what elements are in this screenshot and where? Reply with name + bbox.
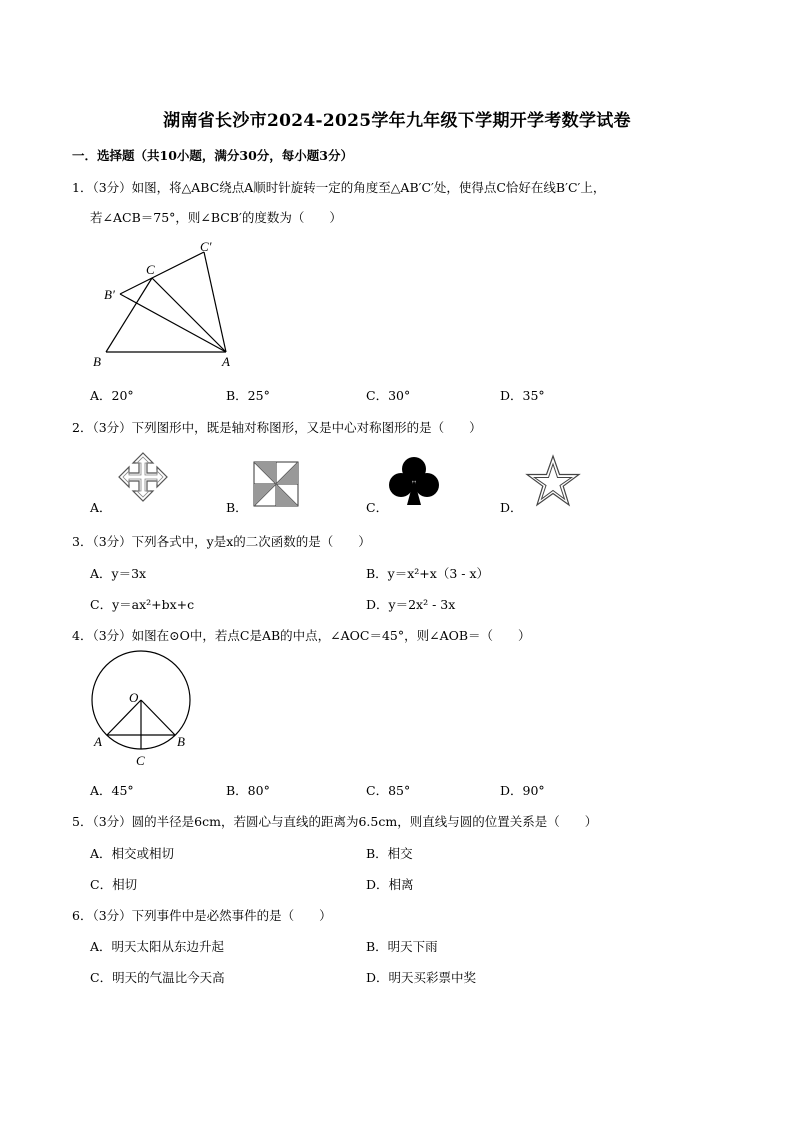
q4-option-b[interactable]: B．80° xyxy=(226,783,270,798)
q2-option-d[interactable]: D． xyxy=(500,500,523,515)
q2-pinwheel-figure xyxy=(250,458,302,510)
q6-option-b[interactable]: B．明天下雨 xyxy=(366,939,438,954)
q4-option-c[interactable]: C．85° xyxy=(366,783,411,798)
q1-option-a[interactable]: A．20° xyxy=(90,388,134,403)
q2-option-a[interactable]: A． xyxy=(90,500,112,515)
q2-star-figure xyxy=(525,454,581,510)
q2-option-b[interactable]: B． xyxy=(226,500,248,515)
label-c: C xyxy=(136,753,145,768)
q1-option-c[interactable]: C．30° xyxy=(366,388,411,403)
label-a: A xyxy=(222,354,230,369)
label-c-prime: C′ xyxy=(200,239,212,254)
q5-option-d[interactable]: D．相离 xyxy=(366,877,414,892)
q6-stem: 6．（3分）下列事件中是必然事件的是（ ） xyxy=(72,908,332,923)
page-title: 湖南省长沙市2024-2025学年九年级下学期开学考数学试卷 xyxy=(163,111,631,131)
label-b: B xyxy=(93,354,101,369)
q3-option-d[interactable]: D．y＝2x² - 3x xyxy=(366,597,456,612)
label-c: C xyxy=(146,262,155,277)
q4-option-a[interactable]: A．45° xyxy=(90,783,134,798)
section-heading: 一．选择题（共10小题，满分30分，每小题3分） xyxy=(72,148,353,163)
q6-option-a[interactable]: A．明天太阳从东边升起 xyxy=(90,939,225,954)
q5-option-a[interactable]: A．相交或相切 xyxy=(90,846,175,861)
seg-cprime-a xyxy=(204,252,226,352)
q3-stem: 3．（3分）下列各式中，y是x的二次函数的是（ ） xyxy=(72,534,371,549)
q1-stem-line1: 1．（3分）如图，将△ABC绕点A顺时针旋转一定的角度至△AB′C′处，使得点C恰好在线B′C′上， xyxy=(72,180,606,195)
q1-option-d[interactable]: D．35° xyxy=(500,388,545,403)
q5-option-b[interactable]: B．相交 xyxy=(366,846,413,861)
q5-option-c[interactable]: C．相切 xyxy=(90,877,138,892)
seg-bprime-a xyxy=(120,294,226,352)
q6-option-c[interactable]: C．明天的气温比今天高 xyxy=(90,970,225,985)
q3-option-b[interactable]: B．y＝x²+x（3 - x） xyxy=(366,566,490,581)
q4-option-d[interactable]: D．90° xyxy=(500,783,545,798)
q3-option-a[interactable]: A．y＝3x xyxy=(90,566,147,581)
label-b-prime: B′ xyxy=(104,287,115,302)
q4-circle-figure xyxy=(88,648,198,770)
seg-ca xyxy=(152,278,226,352)
q1-stem-line2: 若∠ACB＝75°，则∠BCB′的度数为（ ） xyxy=(90,210,342,225)
q1-triangle-figure xyxy=(88,236,248,372)
q4-stem: 4．（3分）如图在⊙O中，若点C是AB的中点，∠AOC＝45°，则∠AOB＝（ ） xyxy=(72,628,531,643)
q2-option-c[interactable]: C． xyxy=(366,500,389,515)
q1-option-b[interactable]: B．25° xyxy=(226,388,270,403)
label-o: O xyxy=(129,690,139,705)
label-a: A xyxy=(94,734,102,749)
q5-stem: 5．（3分）圆的半径是6cm，若圆心与直线的距离为6.5cm，则直线与圆的位置关系是（ ） xyxy=(72,814,598,829)
q6-option-d[interactable]: D．明天买彩票中奖 xyxy=(366,970,477,985)
q2-stem: 2．（3分）下列图形中，既是轴对称图形，又是中心对称图形的是（ ） xyxy=(72,420,482,435)
q2-club-figure xyxy=(389,455,439,511)
q3-option-c[interactable]: C．y＝ax²+bx+c xyxy=(90,597,195,612)
q2-arrow-cross-figure xyxy=(117,450,169,510)
label-b: B xyxy=(177,734,185,749)
